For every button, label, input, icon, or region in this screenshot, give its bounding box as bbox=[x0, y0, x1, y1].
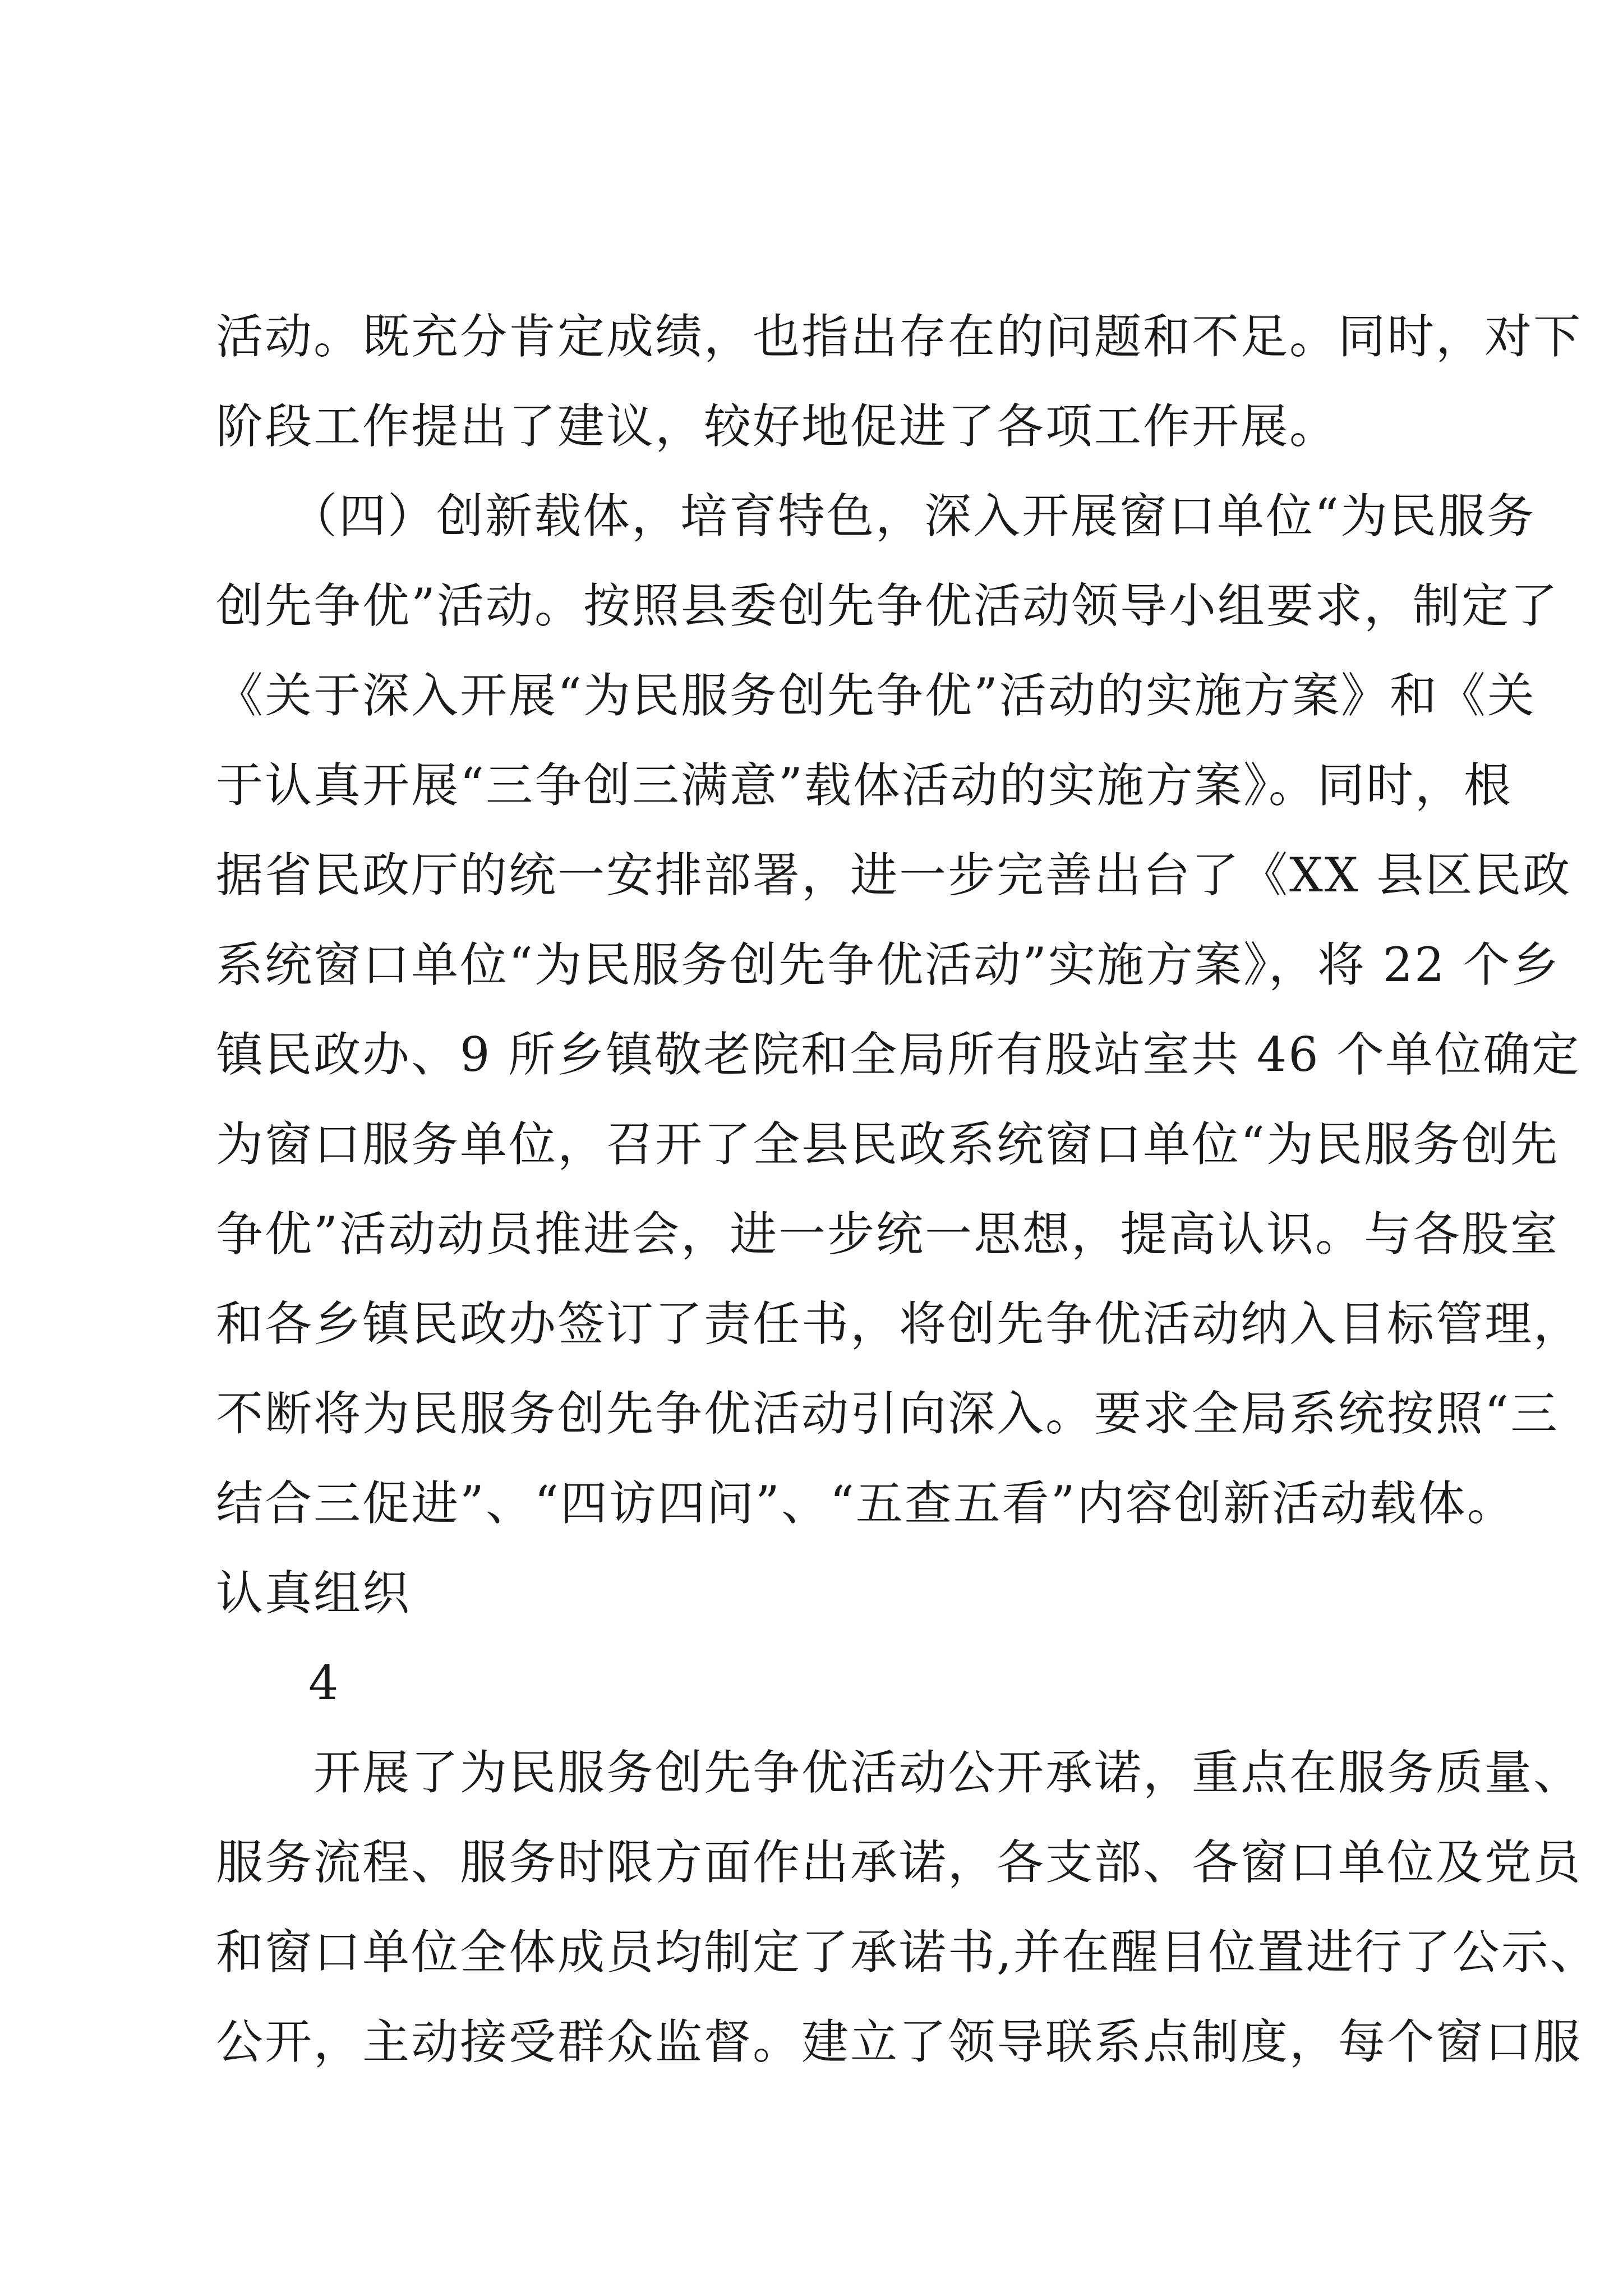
text-line: 镇民政办、9 所乡镇敬老院和全局所有股站室共 46 个单位确定 bbox=[216, 1027, 1581, 1082]
text-line: 开展了为民服务创先争优活动公开承诺，重点在服务质量、 bbox=[216, 1745, 1583, 1800]
text-line: 和窗口单位全体成员均制定了承诺书,并在醒目位置进行了公示、 bbox=[216, 1925, 1599, 1980]
text-line: 服务流程、服务时限方面作出承诺，各支部、各窗口单位及党员 bbox=[216, 1835, 1583, 1890]
text-line: 据省民政厅的统一安排部署，进一步完善出台了《XX 县区民政 bbox=[216, 848, 1572, 903]
text-line: 活动。既充分肯定成绩，也指出存在的问题和不足。同时，对下 bbox=[216, 309, 1583, 364]
text-line: 为窗口服务单位，召开了全县民政系统窗口单位“为民服务创先 bbox=[216, 1117, 1559, 1172]
text-line: 《关于深入开展“为民服务创先争优”活动的实施方案》和《关 bbox=[216, 668, 1536, 723]
page-number: 4 bbox=[308, 1655, 339, 1710]
text-line: 阶段工作提出了建议，较好地促进了各项工作开展。 bbox=[216, 399, 1339, 454]
text-line: 公开，主动接受群众监督。建立了领导联系点制度，每个窗口服 bbox=[216, 2014, 1583, 2069]
text-line: 结合三促进”、“四访四问”、“五查五看”内容创新活动载体。 bbox=[216, 1476, 1516, 1531]
text-line: （四）创新载体，培育特色，深入开展窗口单位“为民服务 bbox=[216, 489, 1536, 544]
text-line: 认真组织 bbox=[216, 1566, 412, 1621]
text-line: 创先争优”活动。按照县委创先争优活动领导小组要求，制定了 bbox=[216, 578, 1559, 633]
text-line: 于认真开展“三争创三满意”载体活动的实施方案》。同时，根 bbox=[216, 758, 1513, 813]
text-line: 争优”活动动员推进会，进一步统一思想，提高认识。与各股室 bbox=[216, 1207, 1559, 1262]
text-line: 系统窗口单位“为民服务创先争优活动”实施方案》，将 22 个乡 bbox=[216, 937, 1561, 992]
text-line: 不断将为民服务创先争优活动引向深入。要求全局系统按照“三 bbox=[216, 1386, 1559, 1441]
text-line: 和各乡镇民政办签订了责任书，将创先争优活动纳入目标管理， bbox=[216, 1296, 1583, 1351]
